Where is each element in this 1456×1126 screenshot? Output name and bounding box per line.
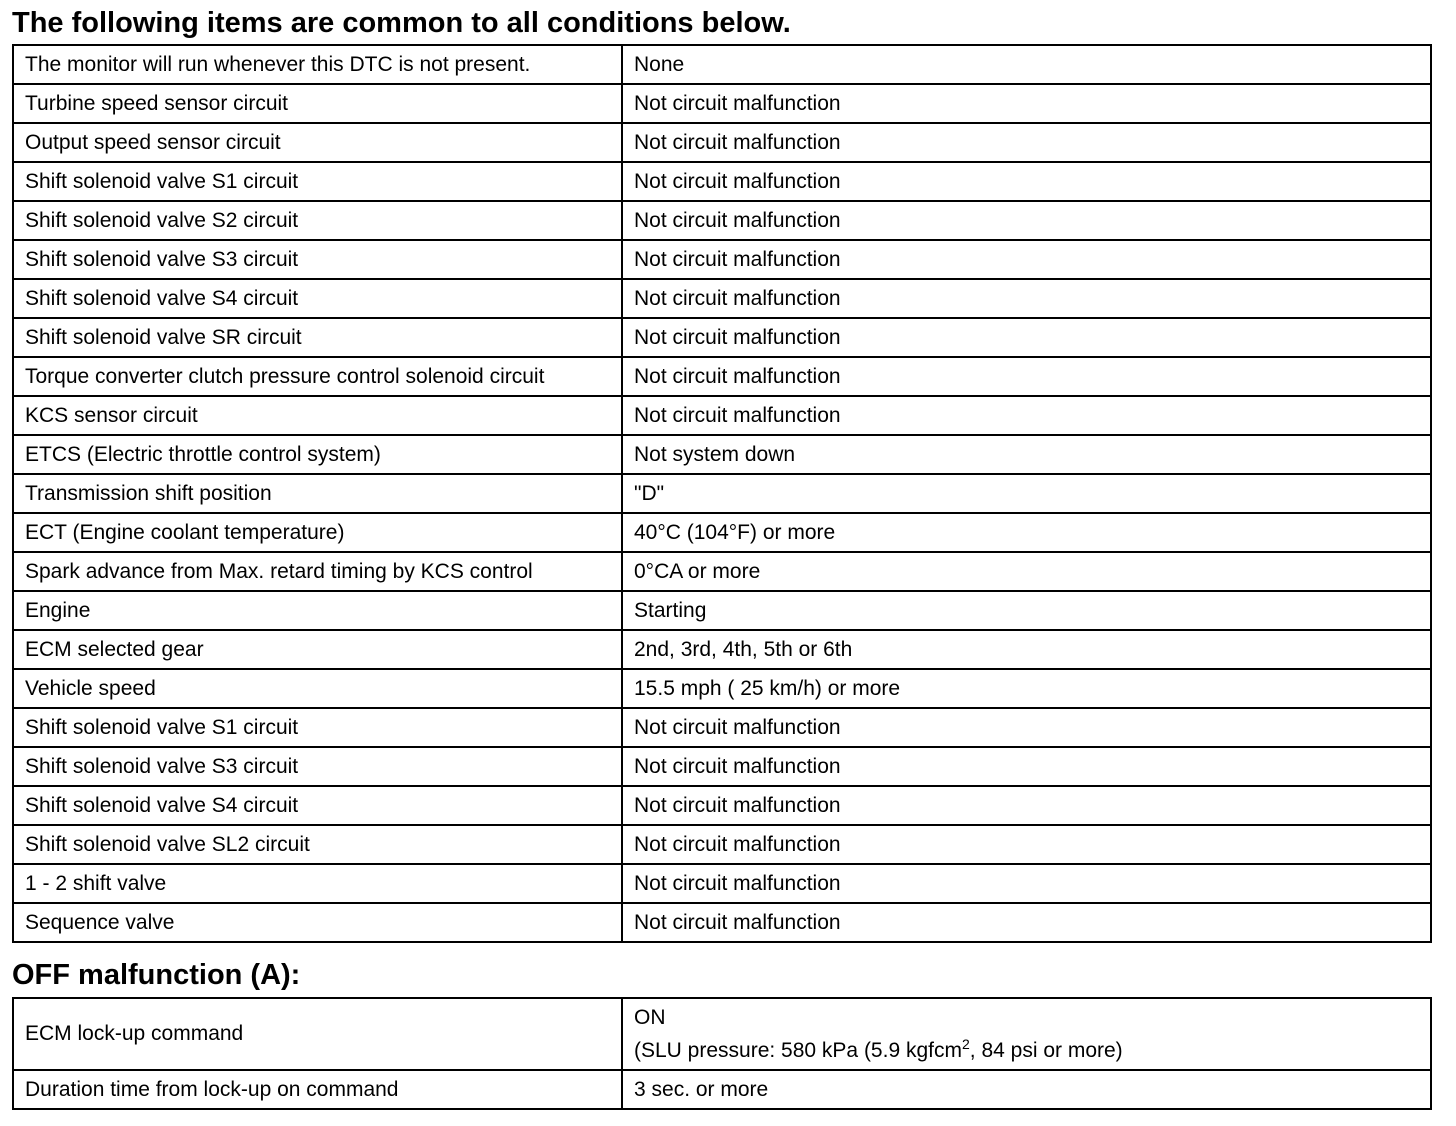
condition-cell: 15.5 mph ( 25 km/h) or more — [622, 669, 1431, 708]
table-row — [13, 396, 1431, 435]
off-malfunction-heading: OFF malfunction (A): — [12, 959, 301, 991]
condition-cell: Not circuit malfunction — [622, 240, 1431, 279]
table-row — [13, 1070, 1431, 1109]
psi-text: , 84 psi or more) — [969, 1038, 1123, 1062]
item-cell: KCS sensor circuit — [13, 396, 622, 435]
item-cell: Turbine speed sensor circuit — [13, 84, 622, 123]
item-cell: Shift solenoid valve S4 circuit — [13, 786, 622, 825]
table-row — [13, 84, 1431, 123]
table-row — [13, 240, 1431, 279]
condition-cell: Not circuit malfunction — [622, 123, 1431, 162]
condition-cell: Not circuit malfunction — [622, 825, 1431, 864]
table-row — [13, 435, 1431, 474]
item-cell: ECM selected gear — [13, 630, 622, 669]
condition-cell: 40°C (104°F) or more — [622, 513, 1431, 552]
condition-cell: Not circuit malfunction — [622, 357, 1431, 396]
condition-cell: Not circuit malfunction — [622, 747, 1431, 786]
common-conditions-body — [13, 45, 1431, 942]
condition-cell: Not circuit malfunction — [622, 162, 1431, 201]
item-cell: ETCS (Electric throttle control system) — [13, 435, 622, 474]
condition-cell: Not circuit malfunction — [622, 396, 1431, 435]
item-cell: Shift solenoid valve S3 circuit — [13, 747, 622, 786]
item-cell: Spark advance from Max. retard timing by KCS control — [13, 552, 622, 591]
item-cell: 1 - 2 shift valve — [13, 864, 622, 903]
item-cell: Shift solenoid valve S3 circuit — [13, 240, 622, 279]
item-cell: The monitor will run whenever this DTC is not present. — [13, 45, 622, 84]
condition-cell: Not circuit malfunction — [622, 279, 1431, 318]
table-row — [13, 998, 1431, 1070]
pressure-text: (SLU pressure: 580 kPa (5.9 kgfcm — [634, 1038, 962, 1062]
table-row — [13, 669, 1431, 708]
table-row — [13, 45, 1431, 84]
condition-line-2 — [634, 1035, 1430, 1063]
condition-cell — [622, 998, 1431, 1070]
table-row — [13, 825, 1431, 864]
common-conditions-heading: The following items are common to all conditions below. — [12, 7, 791, 39]
table-row — [13, 474, 1431, 513]
condition-cell: Not system down — [622, 435, 1431, 474]
table-row — [13, 162, 1431, 201]
condition-cell: Not circuit malfunction — [622, 84, 1431, 123]
condition-cell: Not circuit malfunction — [622, 864, 1431, 903]
item-cell: Shift solenoid valve S4 circuit — [13, 279, 622, 318]
condition-cell: Not circuit malfunction — [622, 903, 1431, 942]
table-row — [13, 903, 1431, 942]
condition-cell: Not circuit malfunction — [622, 708, 1431, 747]
item-cell: Transmission shift position — [13, 474, 622, 513]
table-row — [13, 630, 1431, 669]
item-cell: Output speed sensor circuit — [13, 123, 622, 162]
table-row — [13, 864, 1431, 903]
condition-cell: Not circuit malfunction — [622, 201, 1431, 240]
item-cell: Shift solenoid valve S1 circuit — [13, 708, 622, 747]
condition-line-1: ON — [634, 1005, 666, 1029]
item-cell: Shift solenoid valve SR circuit — [13, 318, 622, 357]
item-cell: Shift solenoid valve S1 circuit — [13, 162, 622, 201]
condition-cell: 0°CA or more — [622, 552, 1431, 591]
table-row — [13, 318, 1431, 357]
item-cell: Engine — [13, 591, 622, 630]
off-malfunction-table — [12, 997, 1432, 1110]
table-row — [13, 279, 1431, 318]
item-cell: ECT (Engine coolant temperature) — [13, 513, 622, 552]
item-cell: Vehicle speed — [13, 669, 622, 708]
item-cell: Shift solenoid valve S2 circuit — [13, 201, 622, 240]
item-cell: Torque converter clutch pressure control solenoid circuit — [13, 357, 622, 396]
table-row — [13, 513, 1431, 552]
item-cell: ECM lock-up command — [13, 998, 622, 1070]
table-row — [13, 201, 1431, 240]
table-row — [13, 708, 1431, 747]
condition-cell: None — [622, 45, 1431, 84]
table-row — [13, 591, 1431, 630]
condition-cell: 2nd, 3rd, 4th, 5th or 6th — [622, 630, 1431, 669]
superscript: 2 — [961, 1035, 970, 1052]
condition-cell: Starting — [622, 591, 1431, 630]
common-conditions-table — [12, 44, 1432, 943]
item-cell: Duration time from lock-up on command — [13, 1070, 622, 1109]
item-cell: Shift solenoid valve SL2 circuit — [13, 825, 622, 864]
table-row — [13, 552, 1431, 591]
condition-cell: Not circuit malfunction — [622, 318, 1431, 357]
table-row — [13, 786, 1431, 825]
item-cell: Sequence valve — [13, 903, 622, 942]
condition-cell: "D" — [622, 474, 1431, 513]
table-row — [13, 123, 1431, 162]
table-row — [13, 747, 1431, 786]
condition-cell: Not circuit malfunction — [622, 786, 1431, 825]
table-row — [13, 357, 1431, 396]
condition-cell: 3 sec. or more — [622, 1070, 1431, 1109]
